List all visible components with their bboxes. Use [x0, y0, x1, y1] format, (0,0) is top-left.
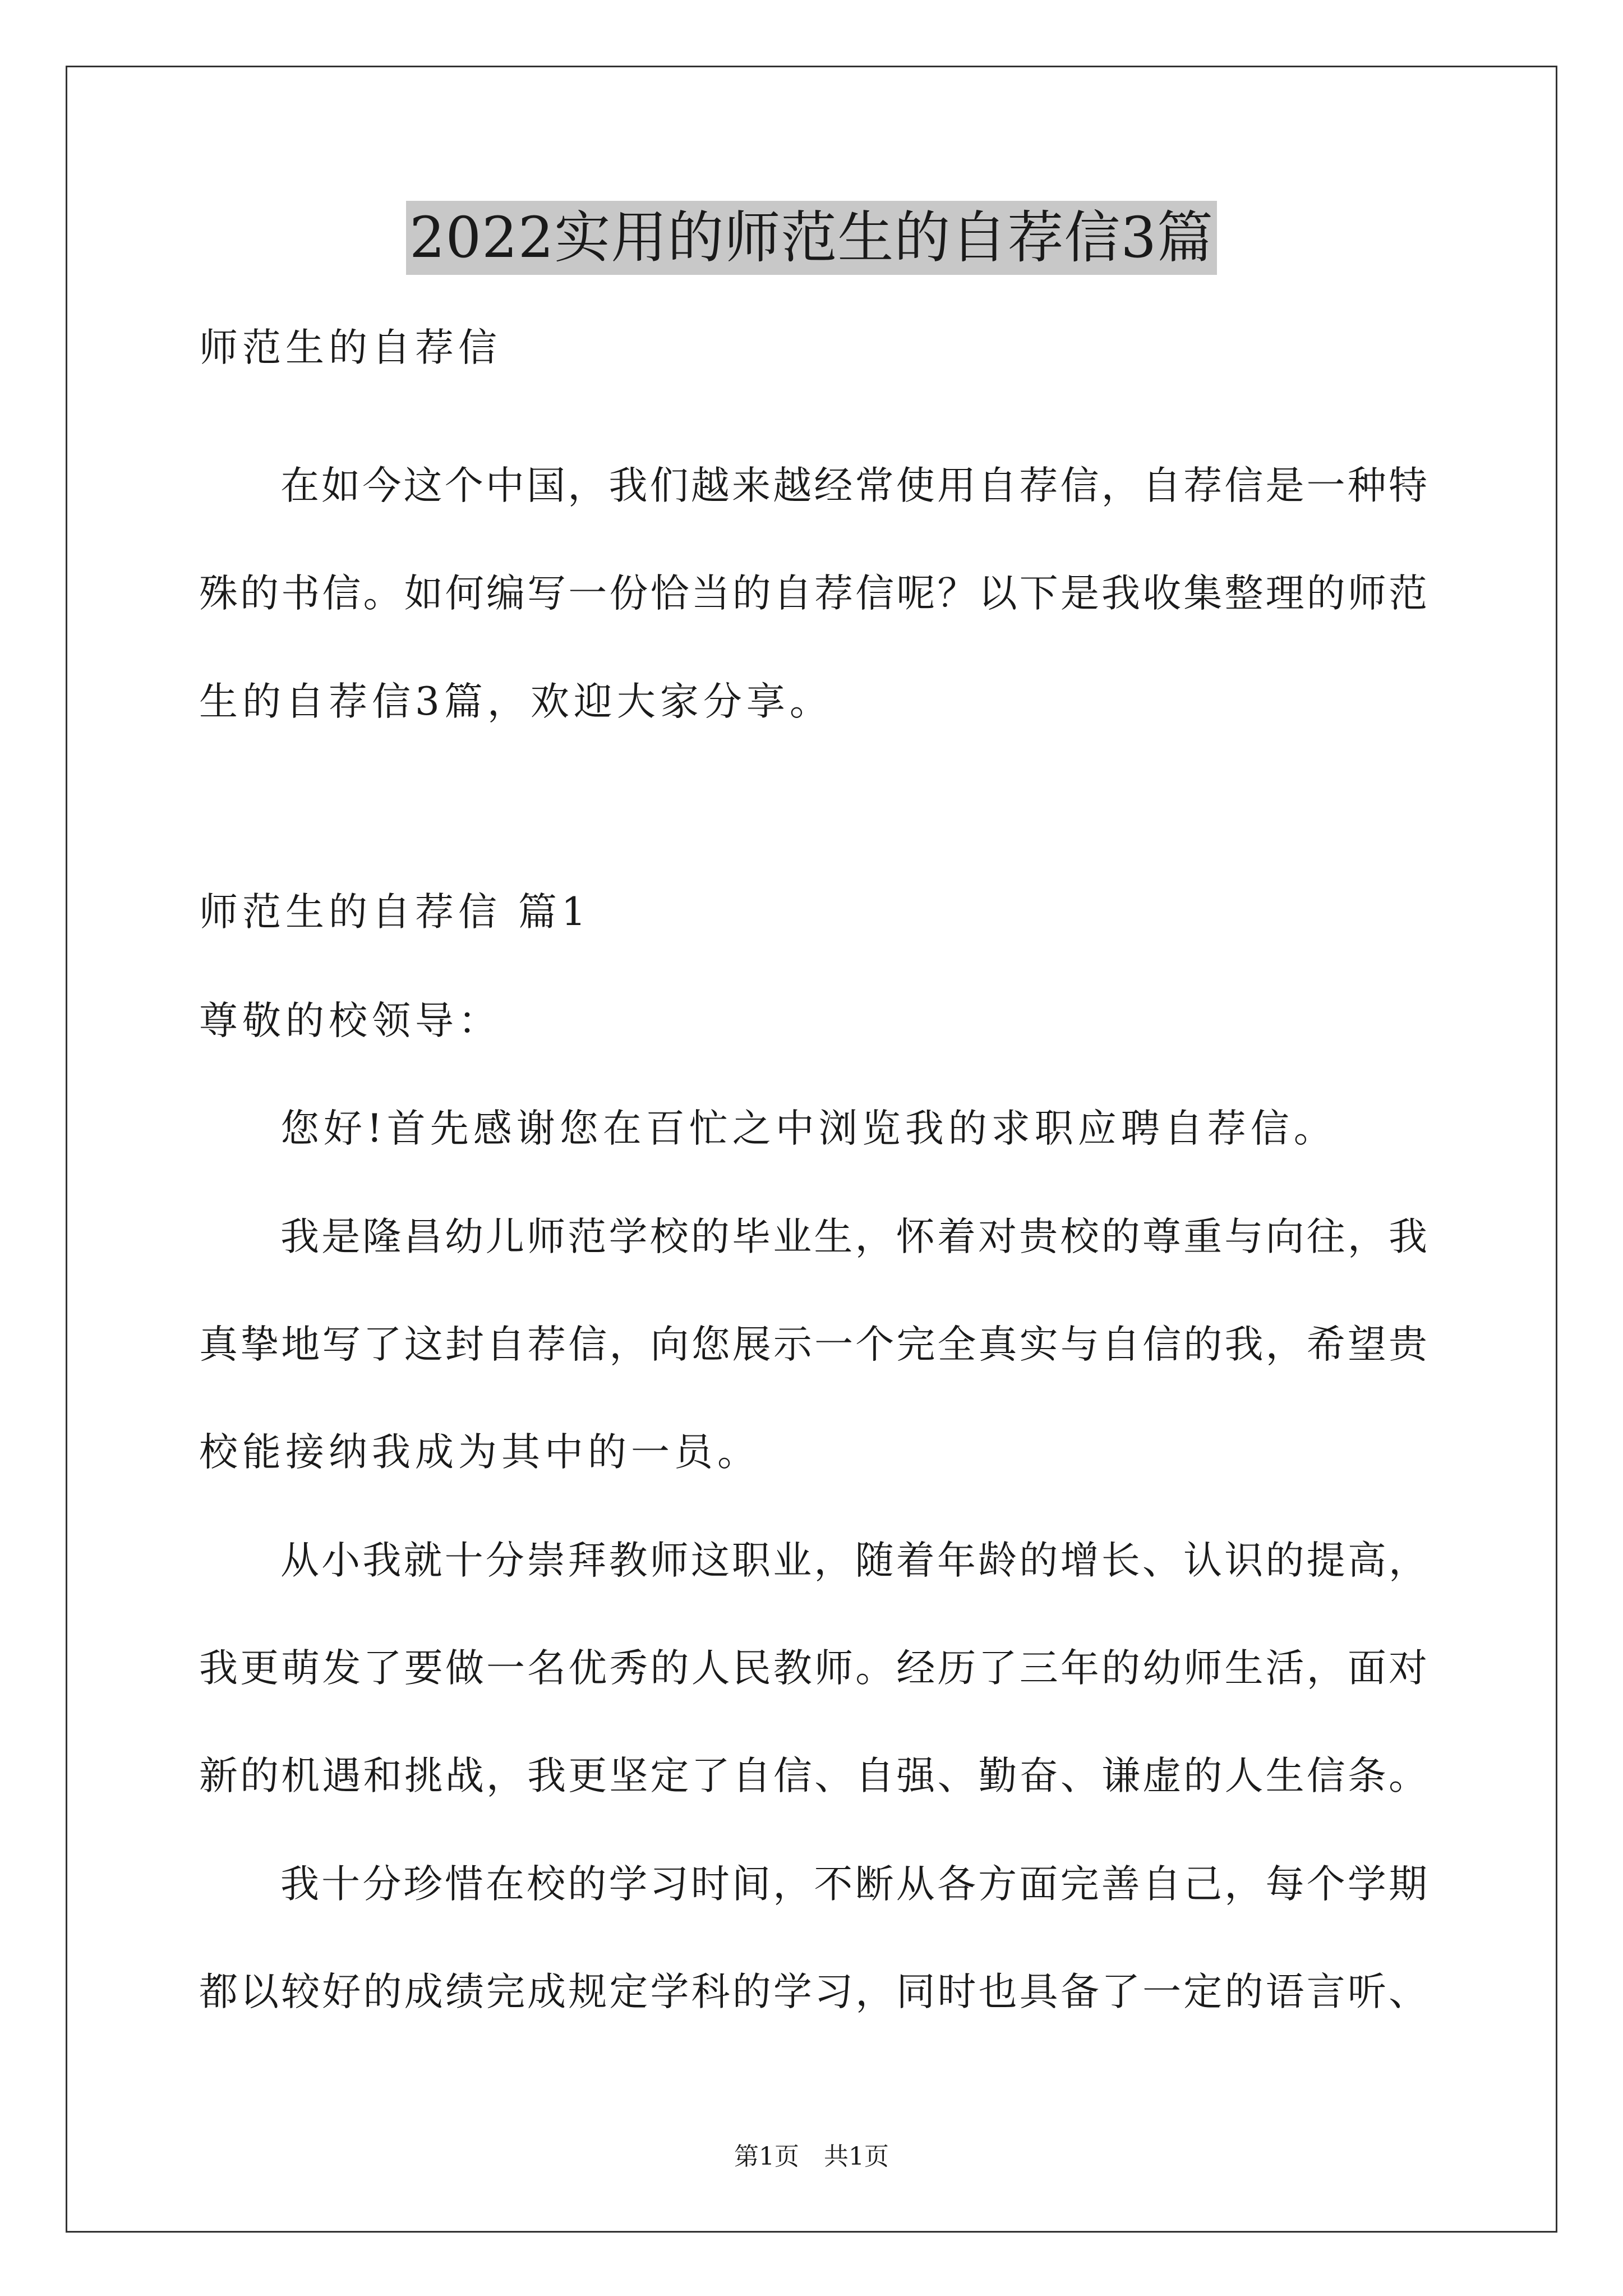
intro-line-1: 在如今这个中国，我们越来越经常使用自荐信，自荐信是一种特: [280, 463, 1427, 508]
page-footer: 第1页 共1页: [734, 2142, 889, 2171]
paragraph-line: 我更萌发了要做一名优秀的人民教师。经历了三年的幼师生活，面对: [199, 1646, 1427, 1691]
paragraph-line: 校能接纳我成为其中的一员。: [199, 1430, 760, 1475]
intro-line-2: 殊的书信。如何编写一份恰当的自荐信呢？以下是我收集整理的师范: [199, 571, 1427, 616]
intro-line-3: 生的自荐信3篇，欢迎大家分享。: [199, 679, 833, 724]
document-title: 2022实用的师范生的自荐信3篇: [406, 201, 1217, 275]
paragraph-line: 您好!首先感谢您在百忙之中浏览我的求职应聘自荐信。: [280, 1106, 1337, 1151]
title-container: [0, 201, 1623, 275]
paragraph-line: 我是隆昌幼儿师范学校的毕业生，怀着对贵校的尊重与向往，我: [280, 1214, 1427, 1259]
salutation: 尊敬的校领导：: [199, 999, 501, 1043]
paragraph-line: 都以较好的成绩完成规定学科的学习，同时也具备了一定的语言听、: [199, 1970, 1427, 2014]
paragraph-line: 真挚地写了这封自荐信，向您展示一个完全真实与自信的我，希望贵: [199, 1322, 1427, 1367]
letter-heading: 师范生的自荐信 篇1: [199, 890, 591, 935]
paragraph-line: 我十分珍惜在校的学习时间，不断从各方面完善自己，每个学期: [280, 1862, 1427, 1907]
paragraph-line: 新的机遇和挑战，我更坚定了自信、自强、勤奋、谦虚的人生信条。: [199, 1754, 1427, 1798]
paragraph-line: 从小我就十分崇拜教师这职业，随着年龄的增长、认识的提高，: [280, 1538, 1427, 1583]
section-heading: 师范生的自荐信: [199, 325, 501, 370]
